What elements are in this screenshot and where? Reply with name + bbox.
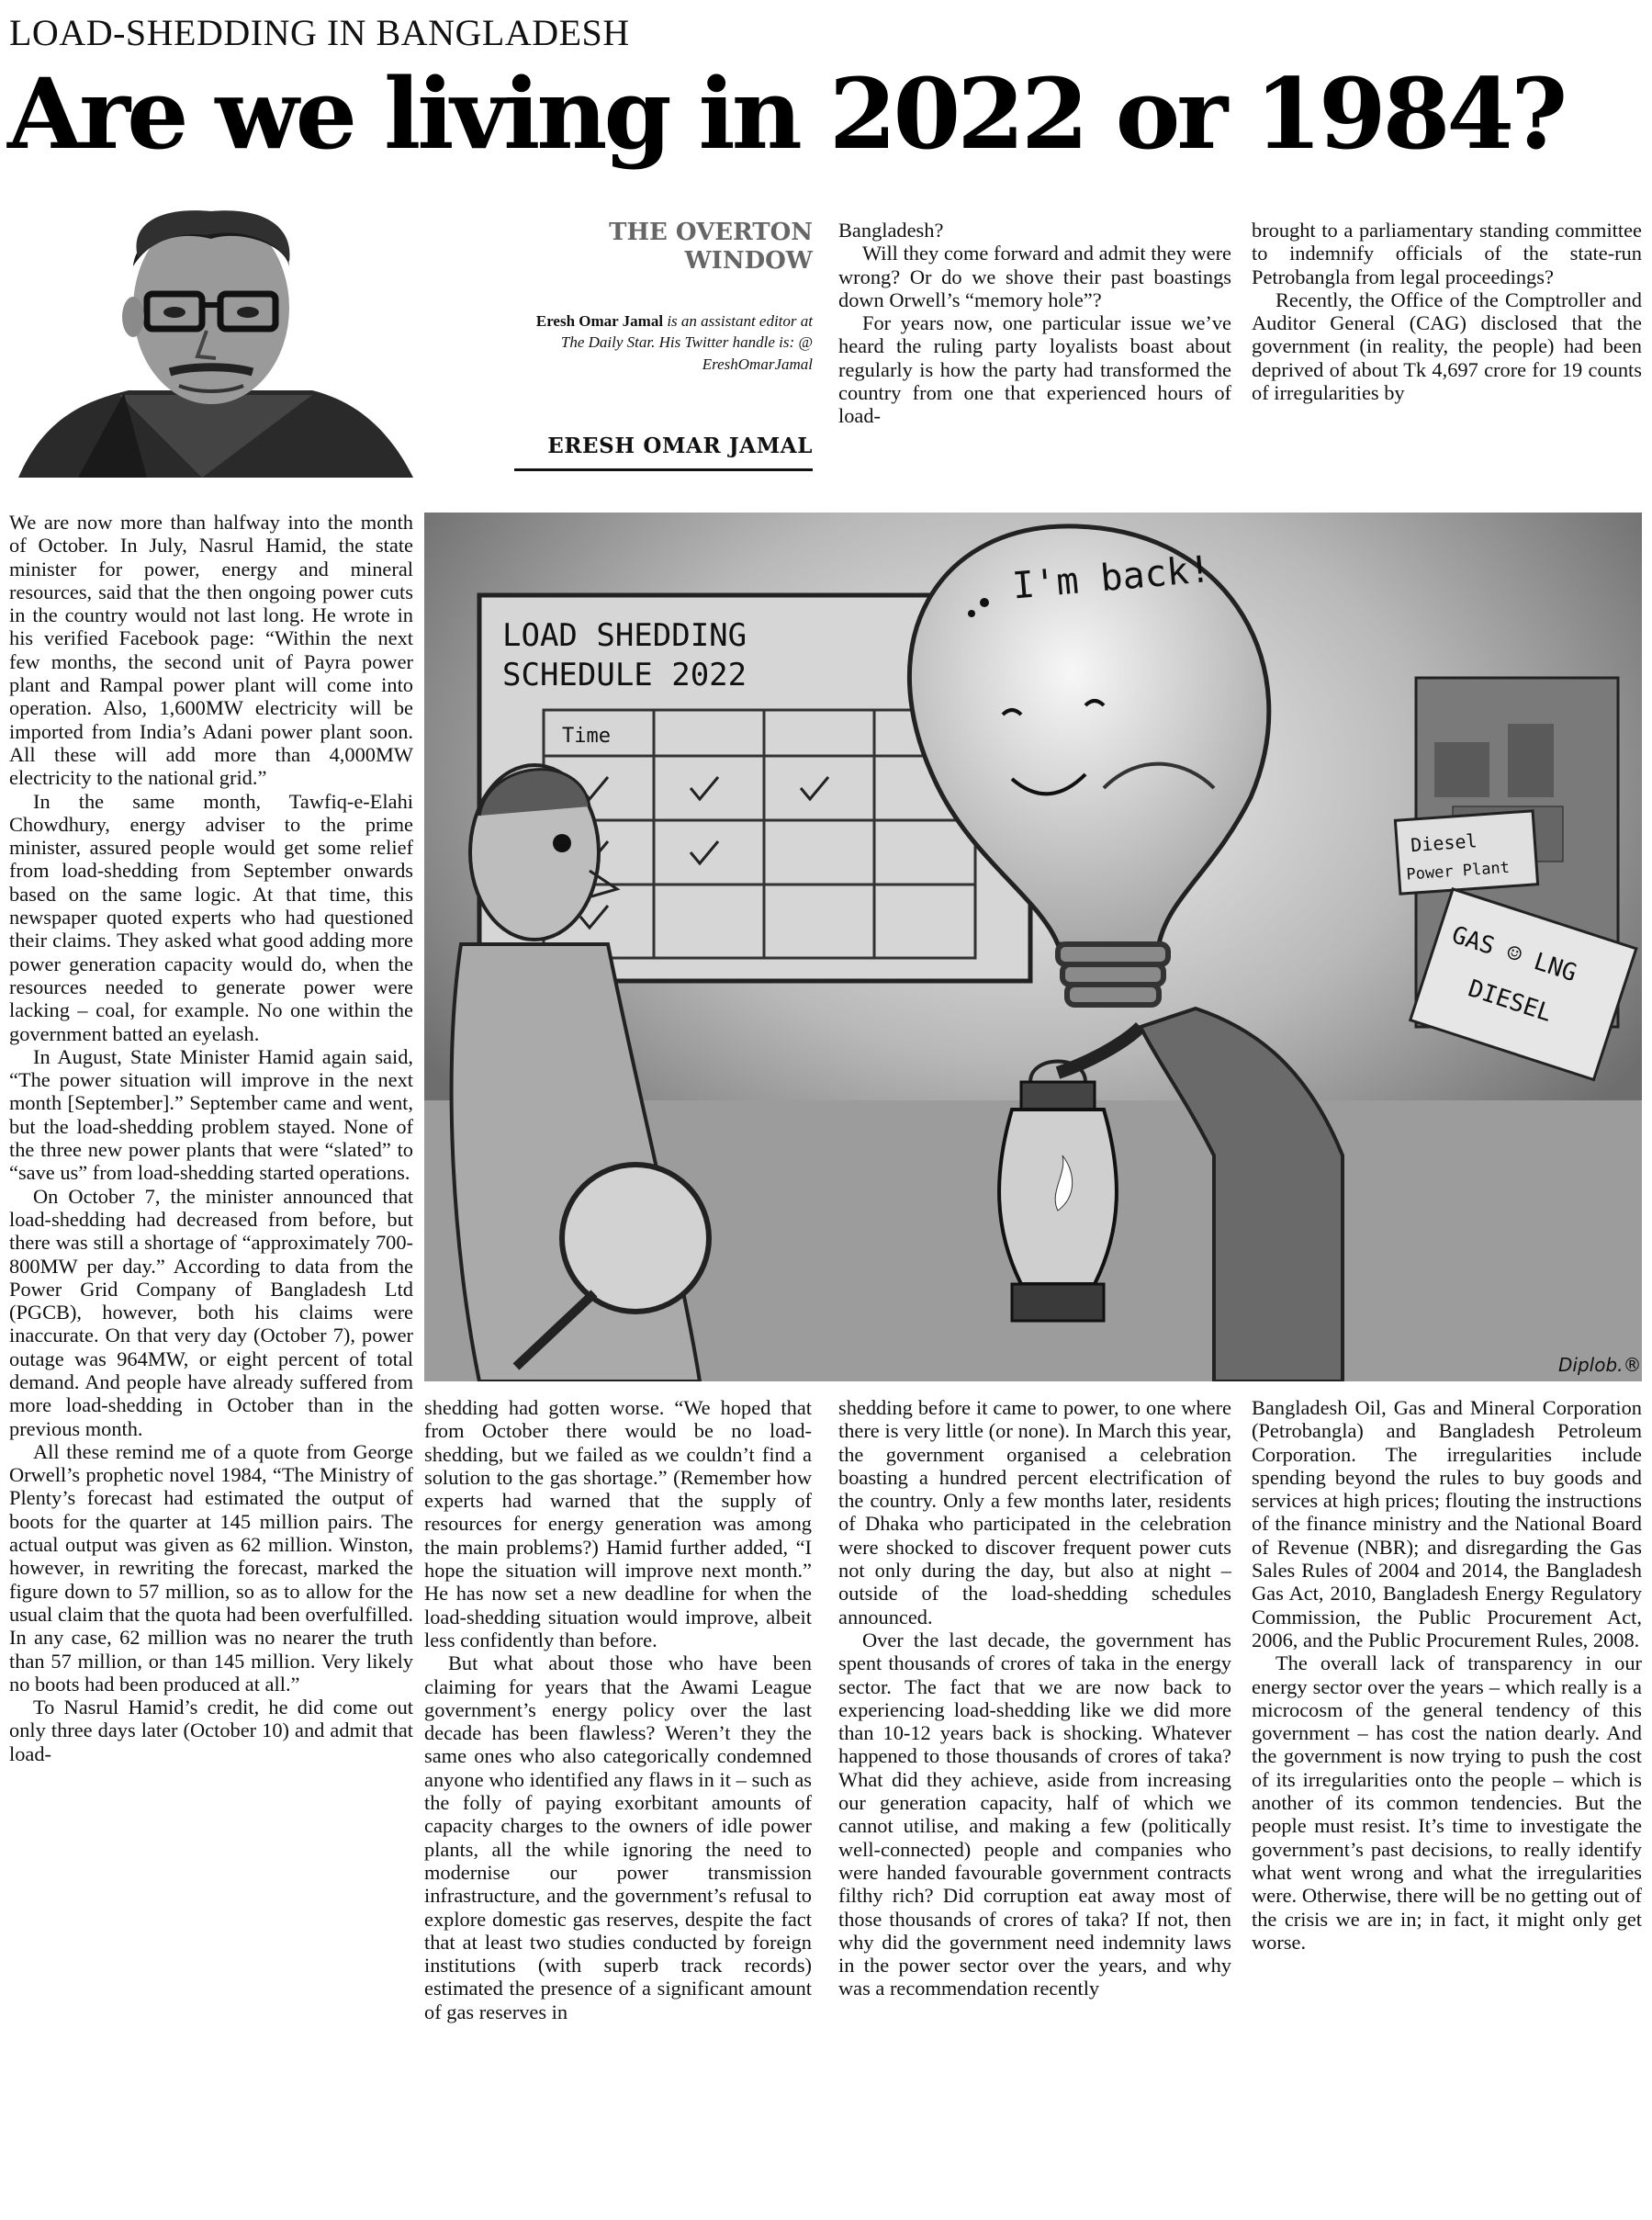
article-column-2 xyxy=(424,1396,812,2023)
paragraph: In the same month, Tawfiq-e-Elahi Chowdhury, energy adviser to the prime minister, assured people would get some relief from load-shedding from September onwards based on the same logic. At that time, this newspaper quoted experts who had questioned their claims. They asked what good adding more power generation capacity would do, when the resources needed to generate power were lacking – coal, for example. No one within the government batted an eyelash. xyxy=(9,789,413,1045)
speech-text: I'm back! xyxy=(1010,547,1213,608)
fuel-sign-line2: DIESEL xyxy=(1465,975,1556,1028)
paragraph: The overall lack of transparency in our energy sector over the years – which really is a microcosm of the general tendency of this government – has cost the nation dearly. And the government is now trying to push the cost of its irregularities onto the people – which is another of its common tendencies. But the people must resist. It’s time to investigate the government’s past decisions, to really identify what went wrong and what the irregularities were. Otherwise, there will be no getting out of the crisis we are in; in fact, it might only get worse. xyxy=(1252,1651,1642,1954)
paragraph: In August, State Minister Hamid again said, “The power situation will improve in the next month [September].” September came and went, but the load-shedding problem stayed. None of the three new power plants that were “slated” to “save us” from load-shedding started operations. xyxy=(9,1044,413,1185)
paragraph: Over the last decade, the government has spent thousands of crores of taka in the energy sector. The fact that we are now back to experiencing load-shedding like we did more than 10-12 years back is shocking. Whatever happened to those thousands of crores of taka? What did they achieve, aside from increasing our generation capacity, half of which we cannot utilise, and making a few (politically well-connected) people and companies who were handed favourable government contracts filthy rich? Did corruption eat away most of those thousands of crores of taka? If not, then why did the government need indemnity laws in the power sector over the years, and why was a recommendation recently xyxy=(838,1628,1231,2000)
column-label xyxy=(514,219,813,276)
paragraph: brought to a parliamentary standing committee to indemnify officials of the state-run Petrobangla from legal proceedings? xyxy=(1252,219,1642,288)
kicker: LOAD-SHEDDING IN BANGLADESH xyxy=(9,12,630,53)
paragraph: For years now, one particular issue we’ve heard the ruling party loyalists boast about regularly is how the party had transformed the country from one that experienced hours of load- xyxy=(838,311,1231,428)
board-title-line1: LOAD SHEDDING xyxy=(502,617,747,654)
author-bio-text: is an assistant editor at The Daily Star. His Twitter handle is: @ EreshOmarJamal xyxy=(560,312,813,373)
headline: Are we living in 2022 or 1984? xyxy=(7,56,1565,171)
fuel-sign-line1: GAS ☺ LNG xyxy=(1448,920,1580,988)
paragraph: We are now more than halfway into the month of October. In July, Nasrul Hamid, the state minister for power, energy and mineral resources, said that the then ongoing power cuts in the country would not last long. He wrote in his verified Facebook page: “Within the next few months, the second unit of Payra power plant and Rampal power plant will come into operation. Also, 1,600MW electricity will be imported from India’s Adani power plant soon. All these will add more than 4,000MW electricity to the national grid.” xyxy=(9,511,413,790)
column-label-line2: WINDOW xyxy=(684,247,813,276)
paragraph: Bangladesh? xyxy=(838,219,944,242)
board-title-line2: SCHEDULE 2022 xyxy=(502,657,747,693)
paragraph: Bangladesh Oil, Gas and Mineral Corporation (Petrobangla) and Bangladesh Petroleum Corporation. The irregularities include spending beyond the rules to buy goods and services at high prices; flouting the instructions of the finance ministry and the National Board of Revenue (NBR); and disregarding the Gas Sales Rules of 2004 and 2014, the Bangladesh Gas Act, 2010, Bangladesh Energy Regulatory Commission, the Public Procurement Act, 2006, and the Public Procurement Rules, 2008. xyxy=(1252,1396,1642,1651)
cartoon xyxy=(424,513,1642,1381)
column-label-line1: THE OVERTON xyxy=(609,219,813,246)
article-column-1 xyxy=(9,511,413,1765)
cartoonist-signature: Diplob.® xyxy=(1558,1354,1642,1376)
paragraph: Will they come forward and admit they were wrong? Or do we shove their past boastings down Orwell’s “memory hole”? xyxy=(838,242,1231,311)
board-table-header: Time xyxy=(562,725,611,748)
paragraph: To Nasrul Hamid’s credit, he did come out only three days later (October 10) and admit that load- xyxy=(9,1696,413,1765)
paragraph: But what about those who have been claiming for years that the Awami League government’s energy policy over the last decade has been flawless? Weren’t they the same ones who also categorically condemned anyone who identified any flaws in it – such as the folly of paying exorbitant amounts of capacity charges to the owners of idle power plants, all the while ignoring the need to modernise our power transmission infrastructure, and the government’s refusal to explore domestic gas reserves, despite the fact that at least two studies conducted by foreign institutions (with superb track records) estimated the presence of a significant amount of gas reserves in xyxy=(424,1651,812,2023)
author-bio-name: Eresh Omar Jamal xyxy=(535,312,664,330)
paragraph: On October 7, the minister announced that load-shedding had decreased from before, but there was still a shortage of “approximately 700-800MW per day.” According to data from the Power Grid Company of Bangladesh Ltd (PGCB), however, both his claims were inaccurate. On that very day (October 7), power outage was 964MW, or eight percent of total demand. And people have already suffered from more load-shedding in October than in the previous month. xyxy=(9,1184,413,1440)
article-column-4-top xyxy=(1252,219,1642,404)
plant-sign-line1: Diesel xyxy=(1410,829,1478,857)
paragraph: shedding before it came to power, to one where there is very little (or none). In March this year, the government organised a celebration boasting a hundred percent electrification of the country. Only a few months later, residents of Dhaka who participated in the celebration were shocked to discover frequent power cuts not only during the day, but also at night – outside of the load-shedding schedules announced. xyxy=(838,1396,1231,1628)
author-bio xyxy=(514,310,813,375)
article-column-3-bottom xyxy=(838,1396,1231,2000)
paragraph: Recently, the Office of the Comptroller and Auditor General (CAG) disclosed that the government (in reality, the people) had been deprived of about Tk 4,697 crore for 19 counts of irregularities by xyxy=(1252,287,1642,405)
byline-rule xyxy=(514,468,813,471)
paragraph: All these remind me of a quote from George Orwell’s prophetic novel 1984, “The Ministry of Plenty’s forecast had estimated the output of boots for the quarter at 145 million pairs. The actual output was given as 62 million. Winston, however, in rewriting the forecast, marked the figure down to 57 million, so as to allow for the usual claim that the quota had been overfulfilled. In any case, 62 million was no nearer the truth than 57 million, or than 145 million. Very likely no boots had been produced at all.” xyxy=(9,1439,413,1696)
article-column-3-top xyxy=(838,219,1231,428)
paragraph: shedding had gotten worse. “We hoped that from October there would be no load-shedding, but we failed as we couldn’t find a solution to the gas shortage.” (Remember how experts had warned that the supply of resources for energy generation was among the main problems?) Hamid further added, “I hope the situation will improve next month.” He has now set a new deadline for when the load-shedding situation would improve, albeit less confidently than before. xyxy=(424,1396,812,1651)
author-photo xyxy=(9,202,413,478)
plant-sign-line2: Power Plant xyxy=(1405,858,1511,885)
article-column-4-bottom xyxy=(1252,1396,1642,1954)
byline: ERESH OMAR JAMAL xyxy=(547,434,813,458)
